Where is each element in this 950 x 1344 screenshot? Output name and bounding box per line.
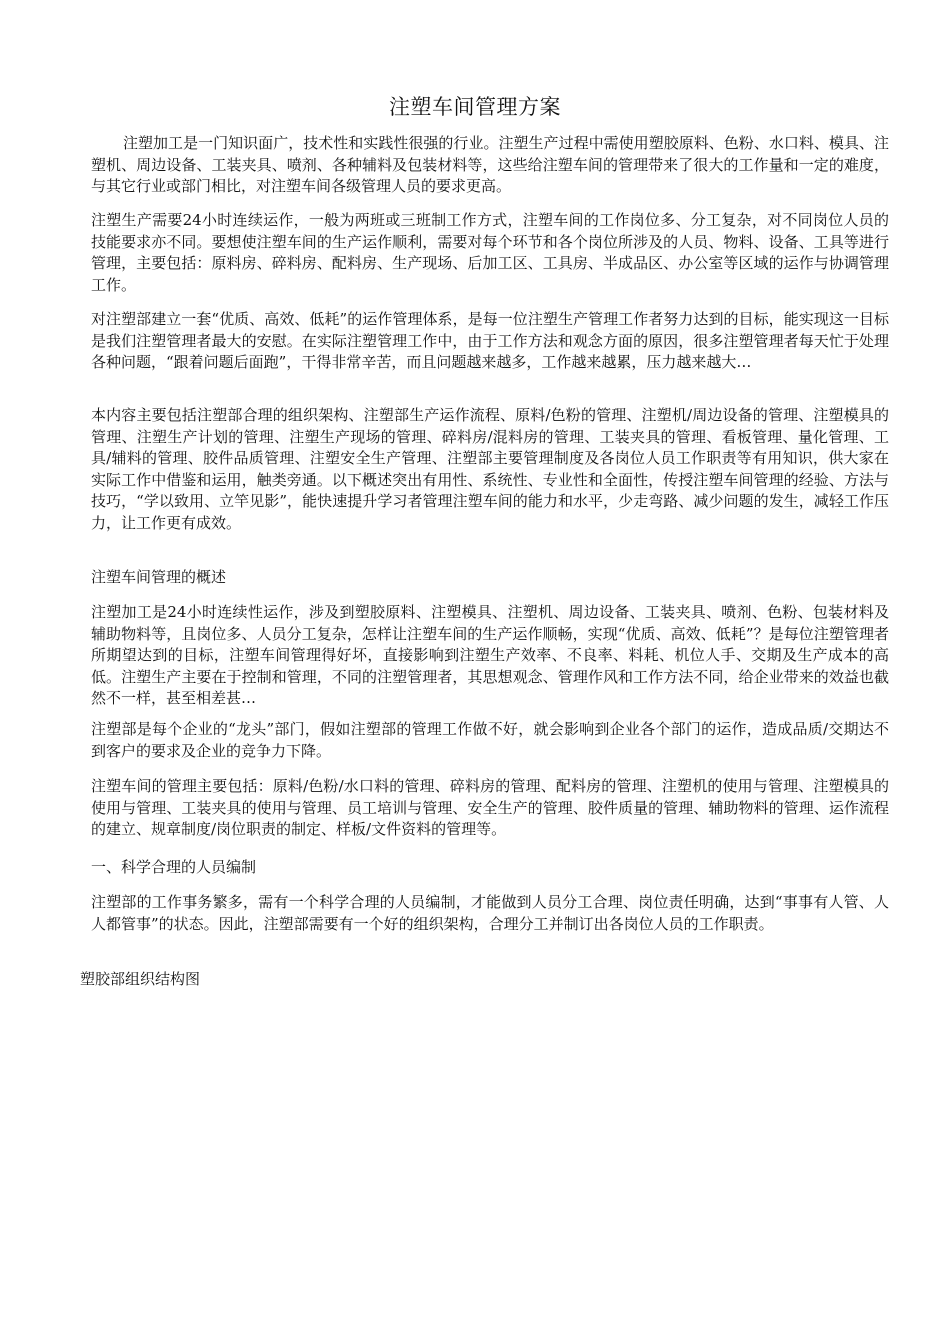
- overview-paragraph-2: 注塑部是每个企业的“龙头”部门，假如注塑部的管理工作做不好，就会影响到企业各个部门的运作，造成品质/交期达不到客户的要求及企业的竞争力下降。: [91, 720, 889, 760]
- intro-paragraph-2: 注塑生产需要24小时连续运作，一般为两班或三班制工作方式，注塑车间的工作岗位多、分工复杂，对不同岗位人员的技能要求亦不同。要想使注塑车间的生产运作顺利，需要对每个环节和各个岗位所涉及的人员、物料、设备、工具等进行管理，主要包括：原料房、碎料房、配料房、生产现场、后加工区、工具房、半成品区、办公室等区域的运作与协调管理工作。: [91, 211, 889, 294]
- document-title: 注塑车间管理方案: [389, 95, 561, 119]
- section-one-paragraph: 注塑部的工作事务繁多，需有一个科学合理的人员编制，才能做到人员分工合理、岗位责任明确，达到“事事有人管、人人都管事”的状态。因此，注塑部需要有一个好的组织架构，合理分工并制订出各岗位人员的工作职责。: [91, 893, 889, 933]
- org-chart-caption: 塑胶部组织结构图: [80, 970, 201, 988]
- overview-paragraph-1: 注塑加工是24小时连续性运作，涉及到塑胶原料、注塑模具、注塑机、周边设备、工装夹具、喷剂、色粉、包装材料及辅助物料等，且岗位多、人员分工复杂，怎样让注塑车间的生产运作顺畅，实现“优质、高效、低耗”？是每位注塑管理者所期望达到的目标，注塑车间管理得好坏，直接影响到注塑生产效率、不良率、料耗、机位人手、交期及生产成本的高低。注塑生产主要在于控制和管理，不同的注塑管理者，其思想观念、管理作风和工作方法不同，给企业带来的效益也截然不一样，甚至相差甚…: [91, 603, 889, 707]
- intro-paragraph-1: 注塑加工是一门知识面广，技术性和实践性很强的行业。注塑生产过程中需使用塑胶原料、色粉、水口料、模具、注塑机、周边设备、工装夹具、喷剂、各种辅料及包装材料等，这些给注塑车间的管理带来了很大的工作量和一定的难度，与其它行业或部门相比，对注塑车间各级管理人员的要求更高。: [91, 134, 889, 195]
- section-one-heading: 一、科学合理的人员编制: [91, 858, 257, 876]
- intro-paragraph-3: 对注塑部建立一套“优质、高效、低耗”的运作管理体系，是每一位注塑生产管理工作者努力达到的目标，能实现这一目标是我们注塑管理者最大的安慰。在实际注塑管理工作中，由于工作方法和观念方面的原因，很多注塑管理者每天忙于处理各种问题，“跟着问题后面跑”，干得非常辛苦，而且问题越来越多，工作越来越累，压力越来越大…: [91, 310, 889, 371]
- overview-heading: 注塑车间管理的概述: [91, 568, 227, 586]
- intro-paragraph-4: 本内容主要包括注塑部合理的组织架构、注塑部生产运作流程、原料/色粉的管理、注塑机/周边设备的管理、注塑模具的管理、注塑生产计划的管理、注塑生产现场的管理、碎料房/混料房的管理、工装夹具的管理、看板管理、量化管理、工具/辅料的管理、胶件品质管理、注塑安全生产管理、注塑部主要管理制度及各岗位人员工作职责等有用知识，供大家在实际工作中借鉴和运用，触类旁通。以下概述突出有用性、系统性、专业性和全面性，传授注塑车间管理的经验、方法与技巧，“学以致用、立竿见影”，能快速提升学习者管理注塑车间的能力和水平，少走弯路、减少问题的发生，减轻工作压力，让工作更有成效。: [91, 406, 889, 532]
- overview-paragraph-3: 注塑车间的管理主要包括：原料/色粉/水口料的管理、碎料房的管理、配料房的管理、注塑机的使用与管理、注塑模具的使用与管理、工装夹具的使用与管理、员工培训与管理、安全生产的管理、胶件质量的管理、辅助物料的管理、运作流程的建立、规章制度/岗位职责的制定、样板/文件资料的管理等。: [91, 777, 889, 838]
